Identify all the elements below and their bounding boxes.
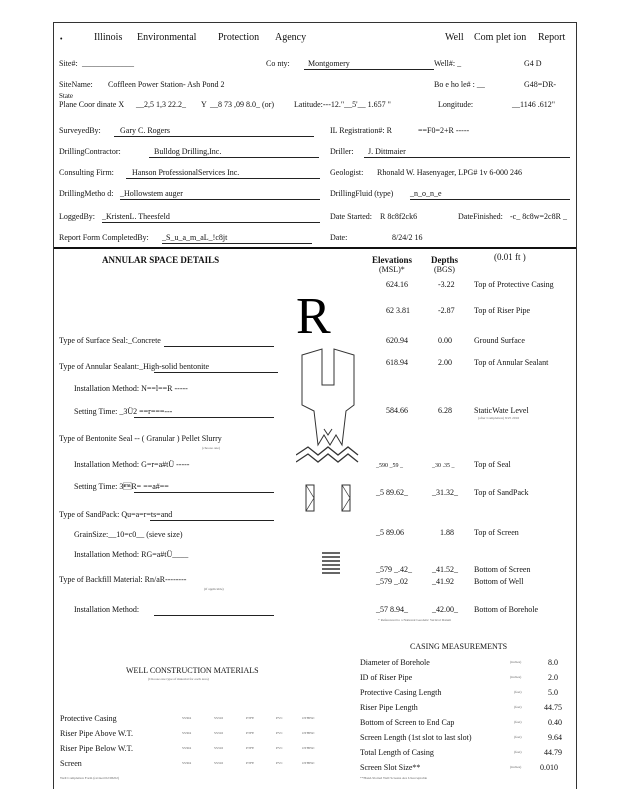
- material-option[interactable]: PTFE: [246, 746, 255, 750]
- material-option[interactable]: SS316: [214, 716, 224, 720]
- plane-y-value: __8 73 ,09 8.0_ (or): [210, 100, 274, 109]
- driller-value: J. Dittmaier: [368, 147, 406, 156]
- report-word-1: Well: [445, 32, 464, 43]
- elevation-value: _579 _.02: [376, 577, 408, 586]
- casing-label: Total Length of Casing: [360, 748, 434, 757]
- annular-title: ANNULAR SPACE DETAILS: [102, 255, 220, 265]
- plane-label: Plane Coor dinate X: [59, 100, 125, 109]
- material-option[interactable]: PTFE: [246, 716, 255, 720]
- logged-value: _KristenL. Theesfeld: [102, 212, 170, 221]
- material-option[interactable]: PTFE: [246, 761, 255, 765]
- date-finished-label: DateFinished:: [458, 212, 503, 221]
- depth-value: 1.88: [440, 528, 454, 537]
- site-name-label: SiteName:: [59, 80, 93, 89]
- material-option[interactable]: PVC: [276, 761, 283, 765]
- material-option[interactable]: OTHER:: [302, 716, 315, 720]
- completed-value: _S_u_a_m_aL_!c8jt: [162, 233, 228, 242]
- driller-label: Driller:: [330, 147, 354, 156]
- drilling-contractor-value: Bulldog Drilling,Inc.: [154, 147, 222, 156]
- consulting-label: Consulting Firm:: [59, 168, 114, 177]
- geologist-label: Geologist:: [330, 168, 364, 177]
- site-name-value: Coffleen Power Station- Ash Pond 2: [108, 80, 225, 89]
- depth-value: 6.28: [438, 406, 452, 415]
- elevation-value: _590 _59 _: [376, 463, 403, 469]
- material-option[interactable]: SS304: [182, 716, 192, 720]
- material-option[interactable]: SS316: [214, 731, 224, 735]
- casing-unit: (feet): [514, 705, 522, 709]
- casing-value: 0.40: [548, 718, 562, 727]
- material-row-label: Riser Pipe Above W.T.: [60, 729, 133, 738]
- material-option[interactable]: OTHER:: [302, 731, 315, 735]
- row-label: Bottom of Borehole: [474, 605, 538, 614]
- sand-pack: Type of SandPack: Qu=a=r=ts=and: [59, 510, 173, 519]
- casing-unit: (feet): [514, 750, 522, 754]
- surveyed-value: Gary C. Rogers: [120, 126, 170, 135]
- row-label: Top of SandPack: [474, 488, 529, 497]
- materials-subtitle: (Choose one type of material for each area): [148, 677, 209, 681]
- casing-unit: (inches): [510, 765, 522, 769]
- elevation-value: 620.94: [386, 336, 408, 345]
- casing-unit: (inches): [510, 675, 522, 679]
- depth-value: -3.22: [438, 280, 455, 289]
- report-word-2: Com plet ion: [474, 32, 527, 43]
- date-label: Date:: [330, 233, 348, 242]
- material-row-label: Screen: [60, 759, 82, 768]
- depth-value: 0.00: [438, 336, 452, 345]
- depth-value: _41.92: [432, 577, 454, 586]
- material-option[interactable]: OTHER:: [302, 761, 315, 765]
- install-method-1: Installation Method: N==l==R -----: [74, 384, 188, 393]
- date-finished-value: -c_ 8c8w=2c8R _: [510, 212, 567, 221]
- install-method-2: Installation Method: G=r=a#tÜ -----: [74, 460, 190, 469]
- consulting-value: Hanson ProfessionalServices Inc.: [132, 168, 240, 177]
- backfill-note: (if applicable): [204, 587, 224, 591]
- bentonite-seal: Type of Bentonite Seal -- ( Granular ) Pellet Slurry: [59, 434, 222, 443]
- casing-value: 44.75: [544, 703, 562, 712]
- state-label: State: [59, 92, 73, 100]
- agency-word-4: Agency: [275, 32, 307, 43]
- borehole-note: * Referenced to a National Geodetic Vertical Datum: [378, 618, 452, 622]
- material-option[interactable]: PVC: [276, 716, 283, 720]
- material-option[interactable]: PVC: [276, 746, 283, 750]
- depth-value: _41.52_: [432, 565, 458, 574]
- material-option[interactable]: OTHER:: [302, 746, 315, 750]
- completed-label: Report Form CompletedBy:: [59, 233, 149, 242]
- longitude-value: __1146 .612": [512, 100, 555, 109]
- county-label: Co nty:: [266, 59, 290, 68]
- row-label: StaticWate Level: [474, 406, 529, 415]
- depth-value: -2.87: [438, 306, 455, 315]
- depth-value: _31.32_: [432, 488, 458, 497]
- material-option[interactable]: SS316: [214, 761, 224, 765]
- bentonite-note: (choose one): [202, 446, 220, 450]
- row-label: Top of Annular Sealant: [474, 358, 549, 367]
- elevations-sub: (MSL)*: [379, 265, 405, 274]
- row-label: Top of Riser Pipe: [474, 306, 531, 315]
- row-label: Bottom of Well: [474, 577, 524, 586]
- casing-label: ID of Riser Pipe: [360, 673, 413, 682]
- row-label: Top of Screen: [474, 528, 519, 537]
- casing-label: Bottom of Screen to End Cap: [360, 718, 455, 727]
- install-method-3: Installation Method: RG=a#tÜ____: [74, 550, 189, 559]
- grain-size: GrainSize:__10=c0__ (sieve size): [74, 530, 183, 539]
- elevation-value: _5 89.06: [376, 528, 404, 537]
- well-num-value: G4 D: [524, 59, 542, 68]
- backfill: Type of Backfill Material: Rn/aR--------: [59, 575, 187, 584]
- casing-label: Screen Slot Size**: [360, 763, 421, 772]
- date-started-value: R 8c8f2ck6: [380, 212, 418, 221]
- report-word-3: Report: [538, 32, 566, 43]
- logged-label: LoggedBy:: [59, 212, 95, 221]
- install-method-4: Installation Method:: [74, 605, 140, 614]
- footer-left: Well Completion Form (revised 02/06/02): [60, 776, 120, 780]
- row-label: Bottom of Screen: [474, 565, 531, 574]
- elevation-value: 62 3.81: [386, 306, 410, 315]
- material-option[interactable]: SS304: [182, 746, 192, 750]
- site-num-label: Site#:: [59, 59, 78, 68]
- section-divider: [54, 247, 576, 249]
- material-option[interactable]: SS304: [182, 731, 192, 735]
- header-bullet: •: [60, 35, 63, 43]
- material-option[interactable]: SS304: [182, 761, 192, 765]
- casing-footnote: **Hand-Slotted Well Screens Are Unacceptable: [360, 776, 428, 780]
- plane-y-label: Y: [201, 100, 207, 109]
- fluid-value: _n_o_n_e: [410, 189, 442, 198]
- unit-header: (0.01 ft ): [494, 252, 526, 262]
- annular-sealant: Type of Annular Sealant:_High-solid bentonite: [59, 362, 210, 371]
- setting-time-1: Setting Time: _3Ü2 ==r===---: [74, 407, 173, 416]
- row-label: Top of Seal: [474, 460, 511, 469]
- casing-title: CASING MEASUREMENTS: [410, 642, 508, 651]
- il-reg-value: ==F0=2+R -----: [418, 126, 470, 135]
- casing-label: Riser Pipe Length: [360, 703, 418, 712]
- drilling-contractor-label: DrillingContractor:: [59, 147, 121, 156]
- casing-value: 5.0: [548, 688, 558, 697]
- method-value: _Hollowstem auger: [120, 189, 183, 198]
- plane-x-value: __2,5 1,3 22.2_: [136, 100, 186, 109]
- casing-value: 0.010: [540, 763, 558, 772]
- agency-word-1: Illinois: [94, 32, 123, 43]
- well-diagram: [296, 285, 360, 585]
- agency-word-3: Protection: [218, 32, 260, 43]
- depths-sub: (BGS): [434, 265, 455, 274]
- agency-word-2: Environmental: [137, 32, 197, 43]
- casing-value: 9.64: [548, 733, 562, 742]
- depths-header: Depths: [431, 255, 459, 265]
- material-option[interactable]: SS316: [214, 746, 224, 750]
- borehole-value: G48=DR-: [524, 80, 557, 89]
- elevation-value: 624.16: [386, 280, 408, 289]
- elevation-value: _579 _.42_: [376, 565, 412, 574]
- casing-unit: (feet): [514, 720, 522, 724]
- il-reg-label: IL Registration#: R: [330, 126, 392, 135]
- depth-value: _30 .35 _: [432, 463, 455, 469]
- surface-seal: Type of Surface Seal:_Concrete: [59, 336, 161, 345]
- surveyed-label: SurveyedBy:: [59, 126, 101, 135]
- well-num-label: Well#: _: [434, 59, 462, 68]
- depth-value: 2.00: [438, 358, 452, 367]
- row-label: Top of Protective Casing: [474, 280, 554, 289]
- longitude-label: Longitude:: [438, 100, 474, 109]
- latitude-label: Latitude:---12."__5'__ 1.657 ": [294, 100, 391, 109]
- depth-value: _42.00_: [432, 605, 458, 614]
- casing-value: 2.0: [548, 673, 558, 682]
- casing-value: 8.0: [548, 658, 558, 667]
- elevation-value: 618.94: [386, 358, 408, 367]
- county-value: Montgomery: [308, 59, 350, 68]
- borehole-label: Bo e ho le# : __: [434, 80, 485, 89]
- date-started-label: Date Started:: [330, 212, 372, 221]
- form-frame: [53, 22, 577, 789]
- casing-label: Screen Length (1st slot to last slot): [360, 733, 472, 742]
- static-note: (after Completion) 8/25 2016: [478, 416, 520, 420]
- casing-value: 44.79: [544, 748, 562, 757]
- method-label: DrillingMetho d:: [59, 189, 114, 198]
- geologist-value: Rhonald W. Hasenyager, LPG# 1v 6-000 246: [377, 168, 522, 177]
- fluid-label: DrillingFluid (type): [330, 189, 394, 198]
- elevation-value: _5 89.62_: [376, 488, 408, 497]
- casing-unit: (feet): [514, 690, 522, 694]
- casing-unit: (feet): [514, 735, 522, 739]
- elevation-value: 584.66: [386, 406, 408, 415]
- r-symbol: R: [296, 288, 331, 345]
- date-value: 8/24/2 16: [392, 233, 423, 242]
- casing-label: Diameter of Borehole: [360, 658, 430, 667]
- material-option[interactable]: PTFE: [246, 731, 255, 735]
- site-num-value: _____________: [82, 59, 134, 68]
- setting-time-2: Setting Time: 3R= ==a#==: [74, 482, 169, 491]
- casing-unit: (inches): [510, 660, 522, 664]
- elevations-header: Elevations: [372, 255, 413, 265]
- casing-label: Protective Casing Length: [360, 688, 442, 697]
- elevation-value: _57 8.94_: [376, 605, 408, 614]
- material-option[interactable]: PVC: [276, 731, 283, 735]
- materials-title: WELL CONSTRUCTION MATERIALS: [126, 666, 259, 675]
- material-row-label: Protective Casing: [60, 714, 117, 723]
- row-label: Ground Surface: [474, 336, 525, 345]
- material-row-label: Riser Pipe Below W.T.: [60, 744, 133, 753]
